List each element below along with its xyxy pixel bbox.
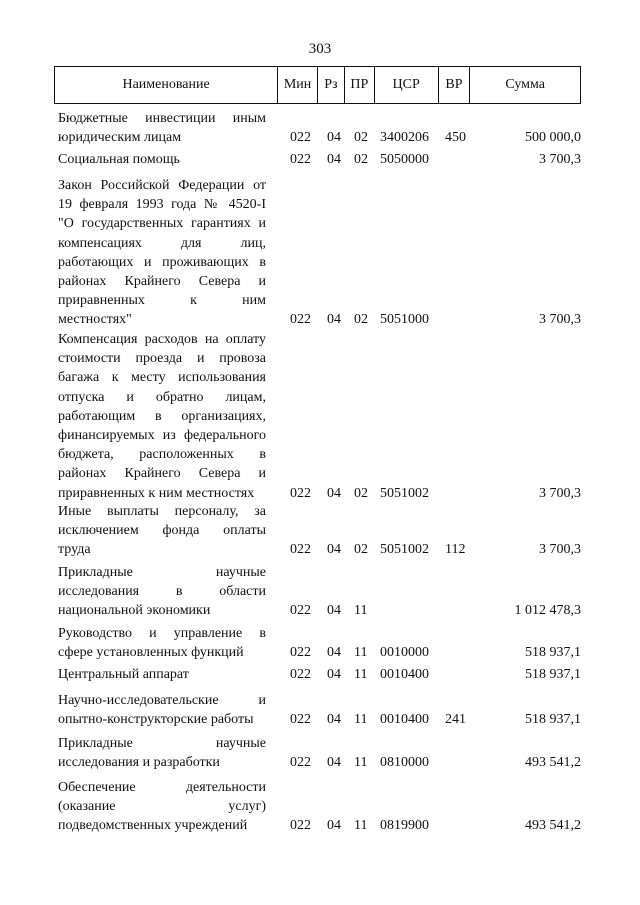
table-row (54, 109, 581, 147)
row-name (58, 176, 266, 330)
cell-sum: 500 000,0 (525, 130, 581, 146)
cell-rz: 04 (327, 130, 341, 146)
cell-csr: 0010400 (380, 712, 429, 728)
column-header-rz: Рз (318, 67, 345, 103)
column-header-name: Наименование (55, 67, 278, 103)
cell-pr: 11 (354, 666, 368, 682)
cell-vr: 450 (445, 130, 466, 146)
row-name-line: Иные выплаты персоналу, за (58, 504, 266, 519)
cell-min: 022 (290, 712, 311, 728)
row-name (58, 734, 266, 772)
row-name-line: исключением фонда оплаты (58, 523, 266, 539)
cell-pr: 02 (354, 542, 368, 558)
table-row (54, 691, 581, 729)
row-name (58, 691, 266, 729)
row-name (58, 330, 266, 503)
table-row (54, 502, 581, 560)
cell-rz: 04 (327, 542, 341, 558)
cell-csr: 5051002 (380, 485, 429, 501)
row-name-line: опытно-конструкторские работы (58, 712, 254, 728)
row-name-line: Научно-исследовательские и (58, 693, 266, 708)
row-name (58, 150, 266, 169)
row-name-line: исследования и разработки (58, 755, 220, 771)
row-name-line: исследования в области (58, 584, 266, 600)
cell-csr: 5051002 (380, 542, 429, 558)
row-name-line: районах Крайнего Севера и (58, 466, 266, 482)
table-row (54, 665, 581, 684)
column-header-vr: ВР (439, 67, 471, 103)
cell-sum: 518 937,1 (525, 712, 581, 728)
row-name-line: (оказание услуг) (58, 799, 266, 815)
table-header (54, 66, 581, 104)
cell-min: 022 (290, 818, 311, 834)
column-header-pr: ПР (345, 67, 375, 103)
table-row (54, 778, 581, 836)
row-name-line: бюджета, расположенных в (58, 447, 266, 463)
row-name-line: национальной экономики (58, 603, 211, 619)
cell-rz: 04 (327, 755, 341, 771)
cell-pr: 02 (354, 151, 368, 167)
row-name-line: Социальная помощь (58, 152, 180, 167)
row-name-line: багажа к месту использования (58, 370, 266, 386)
cell-vr: 241 (445, 712, 466, 728)
row-name (58, 109, 266, 147)
row-name-line: финансируемых из федерального (58, 428, 266, 444)
cell-csr: 5051000 (380, 312, 429, 328)
cell-csr: 0819900 (380, 818, 429, 834)
table-row (54, 624, 581, 662)
table-row (54, 176, 581, 330)
row-name-line: Бюджетные инвестиции иным (58, 111, 266, 126)
row-name-line: приравненных к ним местностях (58, 485, 255, 501)
cell-min: 022 (290, 666, 311, 682)
cell-min: 022 (290, 485, 311, 501)
cell-pr: 02 (354, 485, 368, 501)
cell-sum: 493 541,2 (525, 755, 581, 771)
row-name-line: Компенсация расходов на оплату (58, 332, 266, 347)
cell-rz: 04 (327, 645, 341, 661)
table-row (54, 563, 581, 621)
cell-sum: 3 700,3 (539, 542, 581, 558)
row-name-line: Закон Российской Федерации от (58, 178, 266, 193)
row-name-line: подведомственных учреждений (58, 818, 248, 834)
row-name-line: сфере установленных функций (58, 645, 244, 661)
cell-sum: 3 700,3 (539, 312, 581, 328)
page-number: 303 (308, 41, 332, 57)
cell-rz: 04 (327, 712, 341, 728)
row-name-line: местностях" (58, 312, 132, 328)
row-name (58, 502, 266, 560)
row-name-line: работающим в организациях, (58, 408, 266, 424)
column-header-csr: ЦСР (375, 67, 439, 103)
cell-pr: 11 (354, 712, 368, 728)
cell-csr: 0010400 (380, 666, 429, 682)
row-name-line: 19 февраля 1993 года № 4520-I (58, 197, 266, 213)
cell-min: 022 (290, 645, 311, 661)
cell-min: 022 (290, 130, 311, 146)
row-name-line: приравненных к ним (58, 293, 266, 309)
cell-pr: 11 (354, 755, 368, 771)
cell-sum: 518 937,1 (525, 645, 581, 661)
row-name (58, 563, 266, 621)
row-name-line: районах Крайнего Севера и (58, 274, 266, 290)
cell-rz: 04 (327, 485, 341, 501)
cell-rz: 04 (327, 818, 341, 834)
cell-sum: 518 937,1 (525, 666, 581, 682)
cell-csr: 0810000 (380, 755, 429, 771)
table-row (54, 150, 581, 169)
table-row (54, 330, 581, 503)
cell-rz: 04 (327, 603, 341, 619)
cell-min: 022 (290, 603, 311, 619)
cell-csr: 5050000 (380, 151, 429, 167)
cell-rz: 04 (327, 666, 341, 682)
cell-sum: 3 700,3 (539, 151, 581, 167)
cell-sum: 3 700,3 (539, 485, 581, 501)
column-header-sum: Сумма (505, 77, 546, 92)
row-name-line: Прикладные научные (58, 736, 266, 751)
row-name-line: "О государственных гарантиях и (58, 216, 266, 232)
row-name-line: отпуска и обратно лицам, (58, 389, 266, 405)
table-row (54, 734, 581, 772)
row-name-line: Прикладные научные (58, 565, 266, 580)
row-name-line: юридическим лицам (58, 130, 182, 146)
cell-pr: 02 (354, 130, 368, 146)
cell-min: 022 (290, 542, 311, 558)
row-name (58, 624, 266, 662)
cell-pr: 11 (354, 603, 368, 619)
row-name-line: Центральный аппарат (58, 667, 189, 682)
row-name-line: компенсациях для лиц, (58, 235, 266, 251)
cell-csr: 3400206 (380, 130, 429, 146)
cell-rz: 04 (327, 151, 341, 167)
cell-vr: 112 (445, 542, 466, 558)
row-name-line: стоимости проезда и провоза (58, 351, 266, 367)
cell-pr: 11 (354, 645, 368, 661)
row-name-line: работающих и проживающих в (58, 254, 266, 270)
row-name (58, 665, 266, 684)
cell-pr: 02 (354, 312, 368, 328)
cell-min: 022 (290, 151, 311, 167)
cell-min: 022 (290, 755, 311, 771)
cell-sum: 1 012 478,3 (514, 603, 581, 619)
row-name-line: Руководство и управление в (58, 626, 266, 641)
cell-pr: 11 (354, 818, 368, 834)
cell-csr: 0010000 (380, 645, 429, 661)
cell-min: 022 (290, 312, 311, 328)
cell-rz: 04 (327, 312, 341, 328)
row-name-line: Обеспечение деятельности (58, 780, 266, 795)
cell-sum: 493 541,2 (525, 818, 581, 834)
row-name (58, 778, 266, 836)
column-header-min: Мин (278, 67, 318, 103)
row-name-line: труда (58, 542, 91, 558)
